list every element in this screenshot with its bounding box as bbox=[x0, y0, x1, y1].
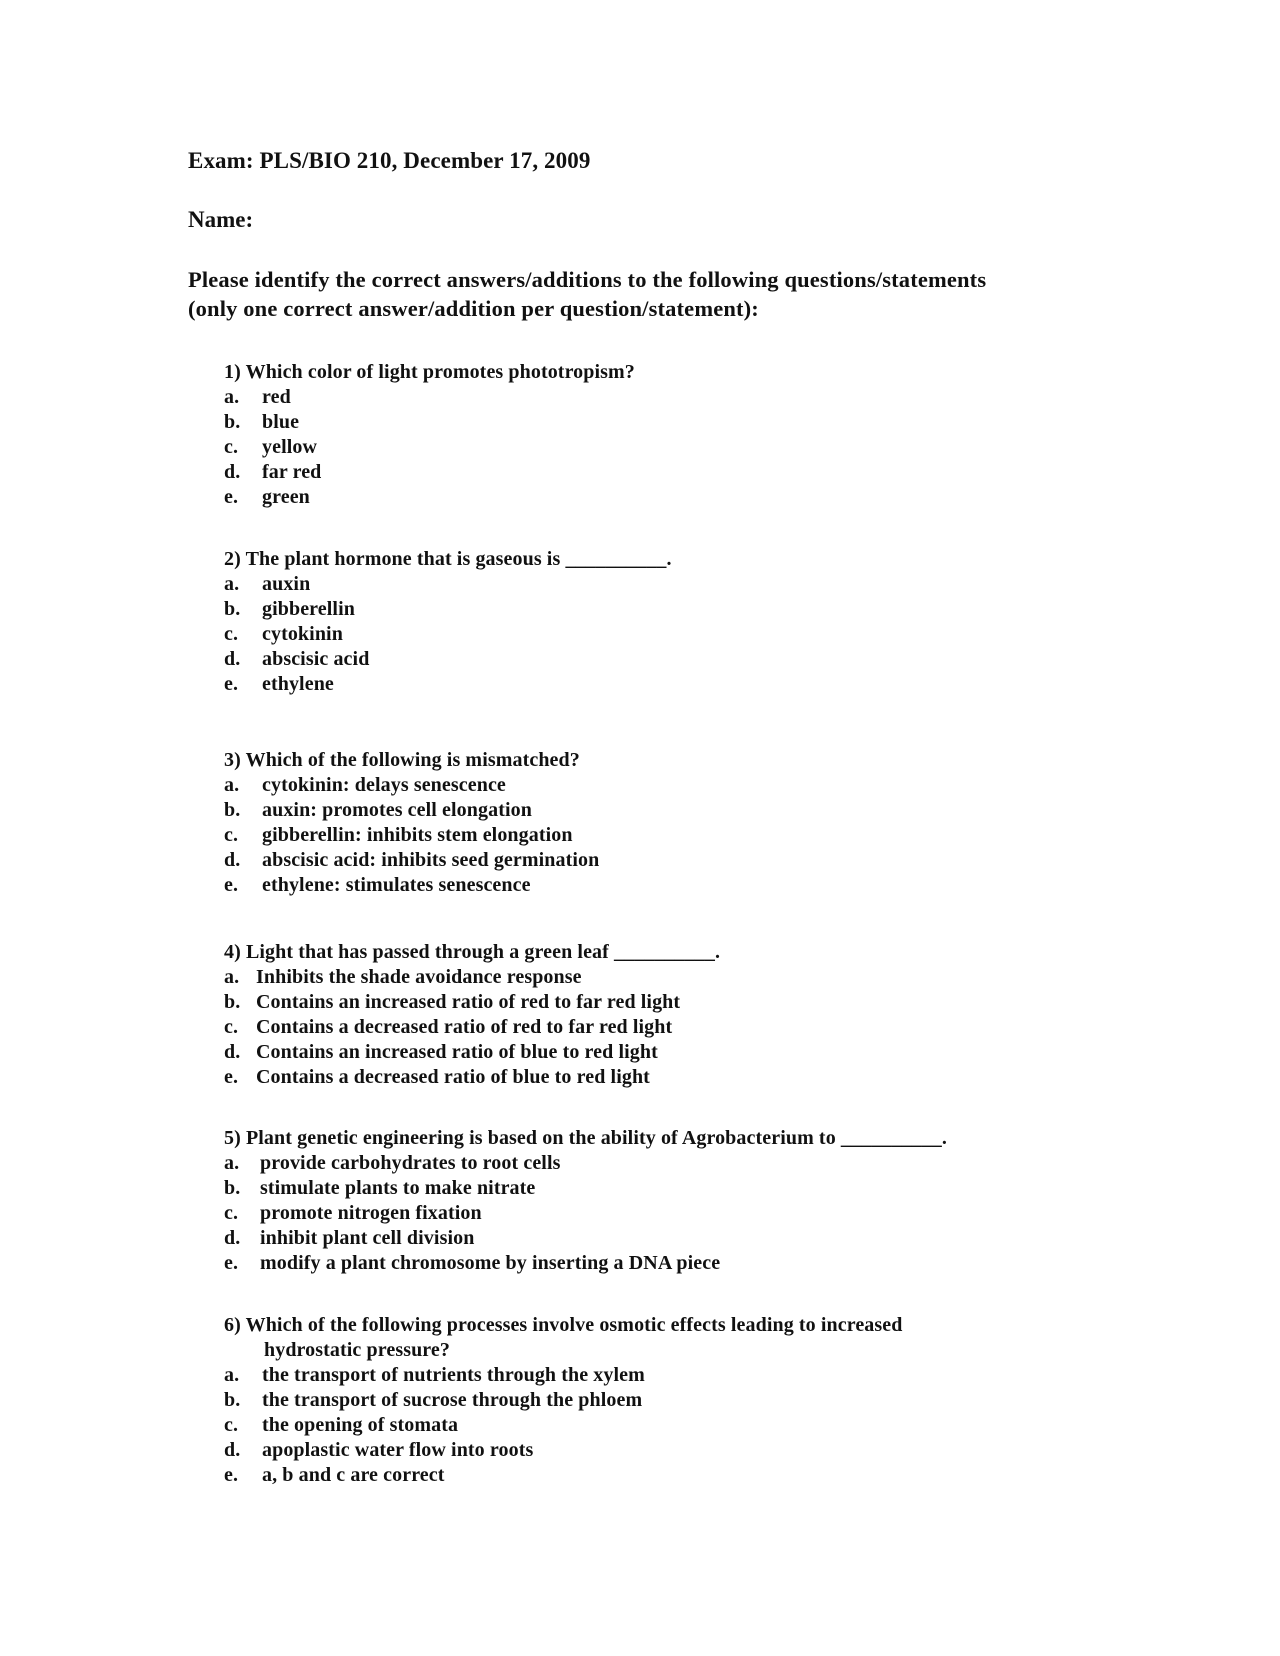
option-text: stimulate plants to make nitrate bbox=[260, 1177, 536, 1199]
option-a bbox=[224, 965, 1124, 990]
option-letter: e. bbox=[224, 1066, 239, 1088]
option-e bbox=[224, 1463, 1124, 1488]
option-e bbox=[224, 1251, 1124, 1276]
question-stem: 3) Which of the following is mismatched? bbox=[224, 749, 580, 771]
option-text: ethylene bbox=[262, 673, 334, 695]
option-letter: c. bbox=[224, 1016, 239, 1038]
option-letter: a. bbox=[224, 386, 240, 408]
option-text: apoplastic water flow into roots bbox=[262, 1439, 534, 1461]
option-text: Contains an increased ratio of red to far red light bbox=[256, 991, 681, 1013]
option-letter: a. bbox=[224, 1152, 240, 1174]
option-c bbox=[224, 1015, 1124, 1040]
option-text: gibberellin: inhibits stem elongation bbox=[262, 824, 573, 846]
option-text: Contains a decreased ratio of red to far red light bbox=[256, 1016, 673, 1038]
option-a bbox=[224, 572, 1124, 597]
option-b bbox=[224, 798, 1124, 823]
exam-title: Exam: PLS/BIO 210, December 17, 2009 bbox=[188, 148, 591, 173]
instructions bbox=[188, 265, 1188, 323]
option-letter: a. bbox=[224, 573, 240, 595]
option-text: cytokinin bbox=[262, 623, 343, 645]
option-letter: a. bbox=[224, 966, 240, 988]
option-c bbox=[224, 435, 1124, 460]
option-b bbox=[224, 990, 1124, 1015]
question-stem-continuation: hydrostatic pressure? bbox=[264, 1339, 450, 1361]
option-text: gibberellin bbox=[262, 598, 355, 620]
option-letter: e. bbox=[224, 1464, 239, 1486]
option-letter: b. bbox=[224, 411, 241, 433]
option-a bbox=[224, 385, 1124, 410]
question-2 bbox=[224, 547, 1124, 697]
name-label: Name: bbox=[188, 207, 254, 232]
option-c bbox=[224, 1201, 1124, 1226]
option-text: yellow bbox=[262, 436, 318, 458]
option-letter: d. bbox=[224, 648, 241, 670]
option-letter: e. bbox=[224, 673, 239, 695]
option-letter: e. bbox=[224, 874, 239, 896]
option-b bbox=[224, 597, 1124, 622]
question-4 bbox=[224, 940, 1124, 1090]
option-b bbox=[224, 410, 1124, 435]
option-letter: d. bbox=[224, 1439, 241, 1461]
option-letter: e. bbox=[224, 1252, 239, 1274]
option-letter: c. bbox=[224, 824, 239, 846]
option-text: auxin: promotes cell elongation bbox=[262, 799, 532, 821]
question-stem: 2) The plant hormone that is gaseous is __________. bbox=[224, 548, 672, 570]
option-e bbox=[224, 1065, 1124, 1090]
option-text: Contains an increased ratio of blue to red light bbox=[256, 1041, 658, 1063]
option-text: abscisic acid: inhibits seed germination bbox=[262, 849, 600, 871]
option-text: Inhibits the shade avoidance response bbox=[256, 966, 582, 988]
option-text: blue bbox=[262, 411, 300, 433]
option-text: auxin bbox=[262, 573, 311, 595]
instructions-line-2: (only one correct answer/addition per question/statement): bbox=[188, 296, 759, 321]
option-c bbox=[224, 622, 1124, 647]
option-e bbox=[224, 873, 1124, 898]
option-text: Contains a decreased ratio of blue to red light bbox=[256, 1066, 650, 1088]
option-text: the opening of stomata bbox=[262, 1414, 459, 1436]
option-d bbox=[224, 460, 1124, 485]
option-d bbox=[224, 647, 1124, 672]
option-a bbox=[224, 1363, 1124, 1388]
option-b bbox=[224, 1388, 1124, 1413]
question-3 bbox=[224, 748, 1124, 898]
option-text: green bbox=[262, 486, 310, 508]
option-letter: b. bbox=[224, 991, 241, 1013]
option-d bbox=[224, 848, 1124, 873]
option-letter: b. bbox=[224, 598, 241, 620]
option-letter: d. bbox=[224, 1227, 241, 1249]
option-letter: c. bbox=[224, 1202, 239, 1224]
option-letter: a. bbox=[224, 774, 240, 796]
option-letter: d. bbox=[224, 1041, 241, 1063]
option-letter: b. bbox=[224, 1177, 241, 1199]
option-text: inhibit plant cell division bbox=[260, 1227, 475, 1249]
option-letter: a. bbox=[224, 1364, 240, 1386]
question-5 bbox=[224, 1126, 1124, 1276]
option-letter: b. bbox=[224, 799, 241, 821]
option-text: cytokinin: delays senescence bbox=[262, 774, 506, 796]
option-text: promote nitrogen fixation bbox=[260, 1202, 482, 1224]
option-letter: d. bbox=[224, 849, 241, 871]
option-letter: c. bbox=[224, 1414, 239, 1436]
option-text: red bbox=[262, 386, 291, 408]
option-d bbox=[224, 1438, 1124, 1463]
option-b bbox=[224, 1176, 1124, 1201]
option-d bbox=[224, 1040, 1124, 1065]
option-a bbox=[224, 773, 1124, 798]
question-1 bbox=[224, 360, 1124, 510]
option-d bbox=[224, 1226, 1124, 1251]
question-stem: 1) Which color of light promotes phototropism? bbox=[224, 361, 635, 383]
option-letter: c. bbox=[224, 436, 239, 458]
option-text: modify a plant chromosome by inserting a DNA piece bbox=[260, 1252, 721, 1274]
question-6 bbox=[224, 1313, 1124, 1488]
question-stem: 6) Which of the following processes involve osmotic effects leading to increased bbox=[224, 1314, 903, 1336]
option-e bbox=[224, 672, 1124, 697]
option-text: the transport of nutrients through the xylem bbox=[262, 1364, 645, 1386]
question-stem: 4) Light that has passed through a green leaf __________. bbox=[224, 941, 721, 963]
option-e bbox=[224, 485, 1124, 510]
option-a bbox=[224, 1151, 1124, 1176]
option-text: abscisic acid bbox=[262, 648, 370, 670]
option-letter: e. bbox=[224, 486, 239, 508]
option-letter: c. bbox=[224, 623, 239, 645]
instructions-line-1: Please identify the correct answers/additions to the following questions/statements bbox=[188, 267, 987, 292]
option-letter: d. bbox=[224, 461, 241, 483]
option-text: a, b and c are correct bbox=[262, 1464, 445, 1486]
question-stem: 5) Plant genetic engineering is based on the ability of Agrobacterium to __________. bbox=[224, 1127, 947, 1149]
option-c bbox=[224, 823, 1124, 848]
option-letter: b. bbox=[224, 1389, 241, 1411]
option-text: the transport of sucrose through the phloem bbox=[262, 1389, 643, 1411]
option-text: ethylene: stimulates senescence bbox=[262, 874, 531, 896]
option-c bbox=[224, 1413, 1124, 1438]
option-text: provide carbohydrates to root cells bbox=[260, 1152, 561, 1174]
option-text: far red bbox=[262, 461, 322, 483]
